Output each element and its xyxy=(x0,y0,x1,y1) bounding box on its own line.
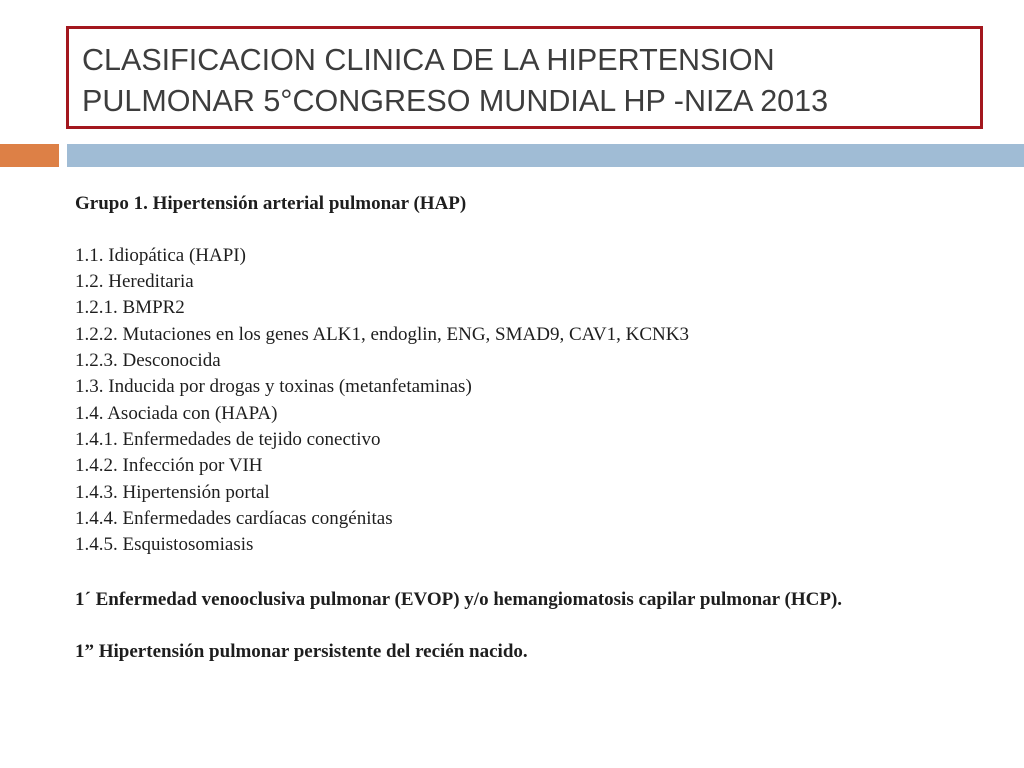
list-item: 1.3. Inducida por drogas y toxinas (metanfetaminas) xyxy=(75,376,472,397)
slide-title-line-1: CLASIFICACION CLINICA DE LA HIPERTENSION xyxy=(82,43,775,77)
list-item: 1.4. Asociada con (HAPA) xyxy=(75,403,278,424)
subgroup-1-double-prime: 1” Hipertensión pulmonar persistente del recién nacido. xyxy=(75,641,528,662)
slide-title-line-2: PULMONAR 5°CONGRESO MUNDIAL HP -NIZA 2013 xyxy=(82,84,829,118)
accent-bar-blue xyxy=(67,144,1024,167)
list-item: 1.4.3. Hipertensión portal xyxy=(75,482,270,503)
list-item: 1.2.3. Desconocida xyxy=(75,350,221,371)
group-heading: Grupo 1. Hipertensión arterial pulmonar (HAP) xyxy=(75,193,467,214)
list-item: 1.2.1. BMPR2 xyxy=(75,297,185,318)
slide-title-box xyxy=(66,26,983,129)
list-item: 1.4.4. Enfermedades cardíacas congénitas xyxy=(75,508,393,529)
list-item: 1.4.2. Infección por VIH xyxy=(75,455,263,476)
list-item: 1.4.1. Enfermedades de tejido conectivo xyxy=(75,429,381,450)
subgroup-1-prime: 1´ Enfermedad venooclusiva pulmonar (EVOP) y/o hemangiomatosis capilar pulmonar (HCP). xyxy=(75,589,843,610)
list-item: 1.2. Hereditaria xyxy=(75,271,194,292)
list-item: 1.4.5. Esquistosomiasis xyxy=(75,534,254,555)
accent-bar-orange xyxy=(0,144,59,167)
list-item: 1.2.2. Mutaciones en los genes ALK1, endoglin, ENG, SMAD9, CAV1, KCNK3 xyxy=(75,324,689,345)
list-item: 1.1. Idiopática (HAPI) xyxy=(75,245,246,266)
